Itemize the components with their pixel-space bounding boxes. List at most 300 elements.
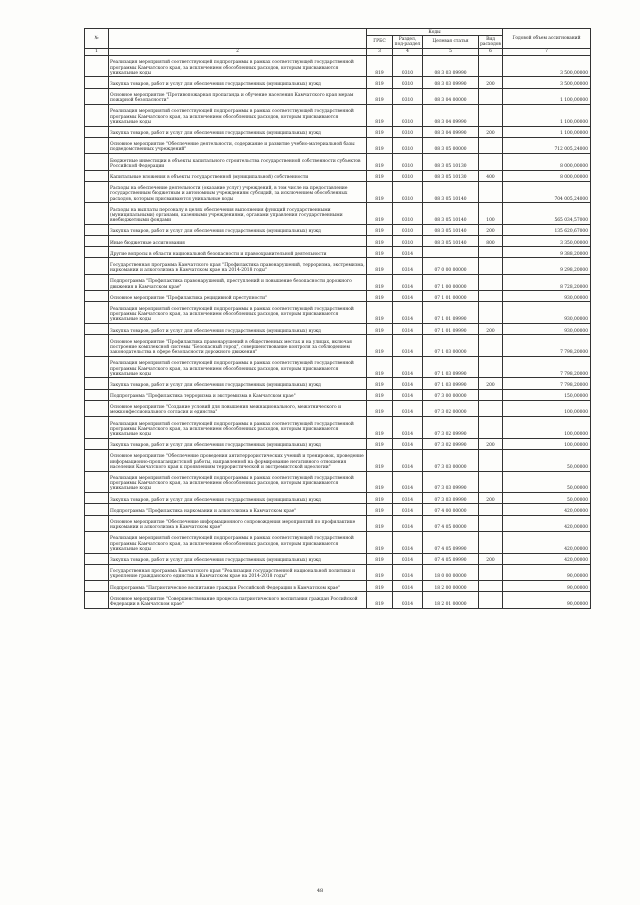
- row-razdel: 0314: [393, 335, 423, 357]
- table-row: [85, 581, 591, 592]
- row-number: [85, 449, 109, 471]
- row-grbs: 819: [367, 181, 393, 203]
- table-row: [85, 515, 591, 531]
- col-number: 1: [85, 48, 109, 55]
- row-target-article: 07 3 03 00000: [423, 449, 479, 471]
- row-amount: 7 798,20000: [503, 356, 591, 378]
- table-row: [85, 137, 591, 153]
- row-description: Подпрограмма "Патриотическое воспитание граждан Российской Федерации в Камчатском крае": [109, 581, 367, 592]
- row-target-article: 08 3 05 10140: [423, 224, 479, 235]
- row-number: [85, 389, 109, 400]
- row-expense-type: 200: [479, 324, 503, 335]
- table-header: [85, 29, 591, 56]
- row-target-article: 07 1 01 00000: [423, 291, 479, 302]
- row-description: Капитальные вложения в объекты государственной (муниципальной) собственности: [109, 170, 367, 181]
- row-expense-type: [479, 137, 503, 153]
- col-number: 3: [367, 48, 393, 55]
- row-razdel: 0314: [393, 592, 423, 608]
- row-description: Основное мероприятие "Обеспечение информационного сопровождения мероприятий по профилактике наркомании и алкоголизма в Камчатском крае": [109, 515, 367, 531]
- table-row: [85, 170, 591, 181]
- row-amount: 1 100,00000: [503, 88, 591, 104]
- row-expense-type: [479, 274, 503, 290]
- row-expense-type: [479, 449, 503, 471]
- row-expense-type: 200: [479, 126, 503, 137]
- row-grbs: 819: [367, 170, 393, 181]
- row-amount: 50,00000: [503, 449, 591, 471]
- table-row: [85, 564, 591, 580]
- row-razdel: 0314: [393, 493, 423, 504]
- row-amount: 930,00000: [503, 324, 591, 335]
- budget-table: [84, 28, 591, 609]
- row-number: [85, 88, 109, 104]
- row-expense-type: 200: [479, 378, 503, 389]
- row-expense-type: 400: [479, 170, 503, 181]
- row-number: [85, 438, 109, 449]
- row-grbs: 819: [367, 417, 393, 439]
- row-number: [85, 258, 109, 274]
- row-number: [85, 531, 109, 553]
- table-row: [85, 356, 591, 378]
- row-razdel: 0310: [393, 154, 423, 170]
- row-razdel: 0314: [393, 274, 423, 290]
- row-description: Закупка товаров, работ и услуг для обеспечения государственных (муниципальных) нужд: [109, 438, 367, 449]
- row-amount: 9 388,20000: [503, 247, 591, 258]
- row-razdel: 0310: [393, 170, 423, 181]
- row-expense-type: [479, 356, 503, 378]
- row-target-article: 07 4 05 09990: [423, 553, 479, 564]
- row-grbs: 819: [367, 438, 393, 449]
- row-expense-type: [479, 471, 503, 493]
- table-row: [85, 258, 591, 274]
- row-number: [85, 236, 109, 247]
- row-description: Закупка товаров, работ и услуг для обеспечения государственных (муниципальных) нужд: [109, 553, 367, 564]
- table-row: [85, 55, 591, 77]
- row-description: Бюджетные инвестиции в объекты капитального строительства государственной собственности субъектов Российской Федерации: [109, 154, 367, 170]
- row-razdel: 0314: [393, 449, 423, 471]
- row-razdel: 0314: [393, 291, 423, 302]
- row-amount: 100,00000: [503, 400, 591, 416]
- header-vr: Вид расходов: [480, 36, 501, 47]
- row-razdel: 0310: [393, 203, 423, 225]
- table-row: [85, 274, 591, 290]
- row-number: [85, 203, 109, 225]
- row-amount: 150,00000: [503, 389, 591, 400]
- row-target-article: 07 3 02 09990: [423, 417, 479, 439]
- table-row: [85, 438, 591, 449]
- row-target-article: 07 3 03 09990: [423, 493, 479, 504]
- row-amount: 100,00000: [503, 438, 591, 449]
- row-number: [85, 581, 109, 592]
- table-row: [85, 417, 591, 439]
- row-razdel: 0314: [393, 302, 423, 324]
- table-row: [85, 181, 591, 203]
- row-description: Основное мероприятие "Создание условий для повышения межнационального, межэтнического и межконфессионального согласия и единства": [109, 400, 367, 416]
- row-amount: 420,00000: [503, 531, 591, 553]
- table-body: [85, 55, 591, 608]
- row-amount: 420,00000: [503, 553, 591, 564]
- row-target-article: 08 3 03 09990: [423, 55, 479, 77]
- row-number: [85, 504, 109, 515]
- table-row: [85, 77, 591, 88]
- row-target-article: 08 3 05 10140: [423, 236, 479, 247]
- row-razdel: 0310: [393, 126, 423, 137]
- row-amount: 8 000,00000: [503, 170, 591, 181]
- row-amount: 7 798,20000: [503, 335, 591, 357]
- row-grbs: 819: [367, 504, 393, 515]
- table-row: [85, 203, 591, 225]
- row-razdel: 0314: [393, 400, 423, 416]
- row-amount: 90,00000: [503, 564, 591, 580]
- row-razdel: 0314: [393, 471, 423, 493]
- row-number: [85, 291, 109, 302]
- row-grbs: 819: [367, 449, 393, 471]
- row-target-article: [423, 247, 479, 258]
- row-razdel: 0314: [393, 564, 423, 580]
- row-grbs: 819: [367, 400, 393, 416]
- row-razdel: 0314: [393, 378, 423, 389]
- row-expense-type: [479, 302, 503, 324]
- row-amount: 1 100,00000: [503, 104, 591, 126]
- row-target-article: 08 3 05 10130: [423, 154, 479, 170]
- row-razdel: 0310: [393, 137, 423, 153]
- table-row: [85, 104, 591, 126]
- row-description: Закупка товаров, работ и услуг для обеспечения государственных (муниципальных) нужд: [109, 378, 367, 389]
- row-target-article: 07 3 02 09990: [423, 438, 479, 449]
- row-amount: 8 728,20000: [503, 274, 591, 290]
- row-grbs: 819: [367, 88, 393, 104]
- row-expense-type: 200: [479, 77, 503, 88]
- row-target-article: 08 3 05 10130: [423, 170, 479, 181]
- row-target-article: 08 3 04 09990: [423, 104, 479, 126]
- row-number: [85, 471, 109, 493]
- header-amount: Годовой объем ассигнований: [503, 29, 591, 49]
- row-description: Основное мероприятие "Обеспечение деятельности, содержание и развитие учебно-материальной базы подведомственных учреждений": [109, 137, 367, 153]
- col-number: 4: [393, 48, 423, 55]
- row-amount: 3 350,00000: [503, 236, 591, 247]
- row-description: Другие вопросы в области национальной безопасности и правоохранительной деятельности: [109, 247, 367, 258]
- row-description: Закупка товаров, работ и услуг для обеспечения государственных (муниципальных) нужд: [109, 77, 367, 88]
- row-number: [85, 378, 109, 389]
- row-razdel: 0314: [393, 531, 423, 553]
- row-expense-type: 800: [479, 236, 503, 247]
- row-amount: 7 798,20000: [503, 378, 591, 389]
- row-expense-type: [479, 581, 503, 592]
- row-number: [85, 553, 109, 564]
- row-amount: 565 034,57000: [503, 203, 591, 225]
- row-number: [85, 274, 109, 290]
- row-number: [85, 247, 109, 258]
- row-amount: 50,00000: [503, 471, 591, 493]
- header-description: [109, 29, 367, 49]
- row-number: [85, 104, 109, 126]
- row-target-article: 07 1 00 00000: [423, 274, 479, 290]
- table-row: [85, 378, 591, 389]
- row-description: Реализация мероприятий соответствующей подпрограммы в рамках соответствующей государственной программы Камчатского края, за исключением обособленных расходов, которым присваиваются уникальные коды: [109, 55, 367, 77]
- row-expense-type: [479, 400, 503, 416]
- row-number: [85, 181, 109, 203]
- row-grbs: 819: [367, 203, 393, 225]
- row-expense-type: [479, 504, 503, 515]
- row-description: Реализация мероприятий соответствующей подпрограммы в рамках соответствующей государственной программы Камчатского края, за исключением обособленных расходов, которым присваиваются уникальные коды: [109, 302, 367, 324]
- table-row: [85, 531, 591, 553]
- row-amount: 930,00000: [503, 302, 591, 324]
- header-csr: Целевая статья: [423, 36, 479, 48]
- row-number: [85, 515, 109, 531]
- row-amount: 712 005,24000: [503, 137, 591, 153]
- row-target-article: 07 3 02 00000: [423, 400, 479, 416]
- row-target-article: 08 3 04 09990: [423, 126, 479, 137]
- row-razdel: 0310: [393, 224, 423, 235]
- row-razdel: 0314: [393, 553, 423, 564]
- row-target-article: 08 3 04 00000: [423, 88, 479, 104]
- row-razdel: 0310: [393, 181, 423, 203]
- row-grbs: 819: [367, 236, 393, 247]
- row-description: Подпрограмма "Профилактика наркомании и алкоголизма в Камчатском крае": [109, 504, 367, 515]
- row-grbs: 819: [367, 378, 393, 389]
- row-grbs: 819: [367, 356, 393, 378]
- row-expense-type: 200: [479, 553, 503, 564]
- row-amount: 420,00000: [503, 504, 591, 515]
- row-description: Основное мероприятие "Обеспечение проведения антитеррористических учений и тренировок, проведение информационно-пропагандистской работы, направленной на формирование негативного отношения населения Камчатского края к проявлениям террористической и экстремистской идеологии": [109, 449, 367, 471]
- row-grbs: 819: [367, 592, 393, 608]
- header-grbs: ГРБС: [367, 36, 393, 48]
- row-description: Реализация мероприятий соответствующей подпрограммы в рамках соответствующей государственной программы Камчатского края, за исключением обособленных расходов, которым присваиваются уникальные коды: [109, 417, 367, 439]
- header-number: №: [85, 29, 109, 49]
- row-razdel: 0310: [393, 236, 423, 247]
- table-row: [85, 302, 591, 324]
- row-number: [85, 170, 109, 181]
- row-number: [85, 55, 109, 77]
- row-grbs: 819: [367, 104, 393, 126]
- row-number: [85, 126, 109, 137]
- row-expense-type: 200: [479, 493, 503, 504]
- row-number: [85, 302, 109, 324]
- page-number: 48: [316, 888, 324, 894]
- row-razdel: 0310: [393, 55, 423, 77]
- table-row: [85, 592, 591, 608]
- row-amount: 90,00000: [503, 581, 591, 592]
- table-row: [85, 471, 591, 493]
- row-razdel: 0314: [393, 324, 423, 335]
- row-razdel: 0310: [393, 104, 423, 126]
- row-grbs: 819: [367, 302, 393, 324]
- row-expense-type: [479, 592, 503, 608]
- row-amount: 704 005,24000: [503, 181, 591, 203]
- col-number: 5: [423, 48, 479, 55]
- row-expense-type: [479, 247, 503, 258]
- table-row: [85, 449, 591, 471]
- row-number: [85, 400, 109, 416]
- table-row: [85, 126, 591, 137]
- row-expense-type: [479, 417, 503, 439]
- row-amount: 100,00000: [503, 417, 591, 439]
- row-number: [85, 77, 109, 88]
- row-grbs: 819: [367, 126, 393, 137]
- row-expense-type: [479, 531, 503, 553]
- row-amount: 1 100,00000: [503, 126, 591, 137]
- table-row: [85, 224, 591, 235]
- row-grbs: 819: [367, 247, 393, 258]
- row-grbs: 819: [367, 335, 393, 357]
- row-expense-type: [479, 88, 503, 104]
- row-number: [85, 493, 109, 504]
- row-target-article: 07 3 00 00000: [423, 389, 479, 400]
- row-target-article: 18 0 00 00000: [423, 564, 479, 580]
- row-expense-type: [479, 258, 503, 274]
- row-description: Реализация мероприятий соответствующей подпрограммы в рамках соответствующей государственной программы Камчатского края, за исключением обособленных расходов, которым присваиваются уникальные коды: [109, 356, 367, 378]
- row-target-article: 07 1 01 09990: [423, 324, 479, 335]
- row-description: Государственная программа Камчатского края "Реализация государственной национальной политики и укрепление гражданского единства в Камчатском крае на 2014-2018 годы": [109, 564, 367, 580]
- table-row: [85, 504, 591, 515]
- row-grbs: 819: [367, 471, 393, 493]
- row-grbs: 819: [367, 224, 393, 235]
- row-description: Закупка товаров, работ и услуг для обеспечения государственных (муниципальных) нужд: [109, 324, 367, 335]
- table-row: [85, 335, 591, 357]
- row-razdel: 0314: [393, 356, 423, 378]
- row-description: Иные бюджетные ассигнования: [109, 236, 367, 247]
- row-description: Реализация мероприятий соответствующей подпрограммы в рамках соответствующей государственной программы Камчатского края, за исключением обособленных расходов, которым присваиваются уникальные коды: [109, 471, 367, 493]
- row-number: [85, 417, 109, 439]
- row-description: Основное мероприятие "Противопожарная пропаганда и обучение населения Камчатского края мерам пожарной безопасности": [109, 88, 367, 104]
- row-grbs: 819: [367, 291, 393, 302]
- row-number: [85, 324, 109, 335]
- row-grbs: 819: [367, 493, 393, 504]
- row-grbs: 819: [367, 274, 393, 290]
- col-number: 7: [503, 48, 591, 55]
- col-number: 2: [109, 48, 367, 55]
- row-grbs: 819: [367, 581, 393, 592]
- row-description: Подпрограмма "Профилактика терроризма и экстремизма в Камчатском крае": [109, 389, 367, 400]
- row-number: [85, 564, 109, 580]
- table-row: [85, 493, 591, 504]
- row-expense-type: [479, 389, 503, 400]
- row-amount: 8 000,00000: [503, 154, 591, 170]
- row-target-article: 07 4 05 00000: [423, 515, 479, 531]
- table-row: [85, 389, 591, 400]
- row-expense-type: [479, 181, 503, 203]
- row-expense-type: 100: [479, 203, 503, 225]
- row-grbs: 819: [367, 553, 393, 564]
- row-grbs: 819: [367, 258, 393, 274]
- row-target-article: 18 2 00 00000: [423, 581, 479, 592]
- row-target-article: 08 3 03 09990: [423, 77, 479, 88]
- row-number: [85, 356, 109, 378]
- row-description: Основное мероприятие "Совершенствование процесса патриотического воспитания граждан Российской Федерации в Камчатском крае": [109, 592, 367, 608]
- row-amount: 50,00000: [503, 493, 591, 504]
- row-razdel: 0314: [393, 389, 423, 400]
- row-razdel: 0314: [393, 438, 423, 449]
- row-target-article: 07 1 03 09990: [423, 378, 479, 389]
- row-expense-type: [479, 335, 503, 357]
- row-target-article: 07 0 00 00000: [423, 258, 479, 274]
- row-razdel: 0314: [393, 247, 423, 258]
- row-number: [85, 154, 109, 170]
- row-target-article: 18 2 01 00000: [423, 592, 479, 608]
- row-expense-type: [479, 104, 503, 126]
- col-number: 6: [479, 48, 503, 55]
- table-row: [85, 88, 591, 104]
- row-target-article: 07 3 03 09990: [423, 471, 479, 493]
- row-expense-type: [479, 564, 503, 580]
- row-grbs: 819: [367, 515, 393, 531]
- table-row: [85, 236, 591, 247]
- row-target-article: 08 3 05 10140: [423, 181, 479, 203]
- column-number-row: [85, 48, 591, 55]
- row-target-article: 08 3 05 10140: [423, 203, 479, 225]
- row-amount: 9 298,20000: [503, 258, 591, 274]
- row-expense-type: [479, 154, 503, 170]
- table-row: [85, 154, 591, 170]
- row-grbs: 819: [367, 389, 393, 400]
- row-target-article: 07 4 00 00000: [423, 504, 479, 515]
- row-grbs: 819: [367, 531, 393, 553]
- row-razdel: 0310: [393, 88, 423, 104]
- row-target-article: 07 1 01 09990: [423, 302, 479, 324]
- row-razdel: 0314: [393, 417, 423, 439]
- row-razdel: 0314: [393, 504, 423, 515]
- row-amount: 420,00000: [503, 515, 591, 531]
- row-razdel: 0314: [393, 258, 423, 274]
- row-amount: 3 500,00000: [503, 77, 591, 88]
- table-row: [85, 291, 591, 302]
- row-target-article: 08 3 05 00000: [423, 137, 479, 153]
- row-grbs: 819: [367, 564, 393, 580]
- row-expense-type: [479, 55, 503, 77]
- row-expense-type: 200: [479, 438, 503, 449]
- row-grbs: 819: [367, 55, 393, 77]
- table-row: [85, 324, 591, 335]
- row-number: [85, 137, 109, 153]
- row-description: Реализация мероприятий соответствующей подпрограммы в рамках соответствующей государственной программы Камчатского края, за исключением обособленных расходов, которым присваиваются уникальные коды: [109, 531, 367, 553]
- row-number: [85, 335, 109, 357]
- row-description: Закупка товаров, работ и услуг для обеспечения государственных (муниципальных) нужд: [109, 224, 367, 235]
- row-expense-type: [479, 291, 503, 302]
- row-number: [85, 224, 109, 235]
- row-amount: 135 620,67000: [503, 224, 591, 235]
- header-codes: Коды: [367, 29, 503, 36]
- row-target-article: 07 1 03 00000: [423, 335, 479, 357]
- row-amount: 930,00000: [503, 291, 591, 302]
- row-target-article: 07 1 03 09990: [423, 356, 479, 378]
- row-razdel: 0310: [393, 77, 423, 88]
- row-number: [85, 592, 109, 608]
- row-description: Закупка товаров, работ и услуг для обеспечения государственных (муниципальных) нужд: [109, 493, 367, 504]
- row-razdel: 0314: [393, 581, 423, 592]
- row-expense-type: [479, 515, 503, 531]
- row-grbs: 819: [367, 137, 393, 153]
- row-grbs: 819: [367, 154, 393, 170]
- header-razdel: Раздел, под-раздел: [393, 36, 423, 48]
- table-row: [85, 247, 591, 258]
- row-description: Реализация мероприятий соответствующей подпрограммы в рамках соответствующей государственной программы Камчатского края, за исключением обособленных расходов, которым присваиваются уникальные коды: [109, 104, 367, 126]
- row-grbs: 819: [367, 324, 393, 335]
- table-row: [85, 553, 591, 564]
- row-description: Расходы на выплаты персоналу в целях обеспечения выполнения функций государственными (муниципальными) органами, казенными учреждениями, органами управления государственными внебюджетными фондами: [109, 203, 367, 225]
- row-target-article: 07 4 05 09990: [423, 531, 479, 553]
- row-description: Расходы на обеспечение деятельности (оказание услуг) учреждений, в том числе на предоставление государственным бюджетным и автономным учреждениям субсидий, за исключением обособленных расходов, которым присваиваются уникальные коды: [109, 181, 367, 203]
- row-description: Основное мероприятие "Профилактика рецидивной преступности": [109, 291, 367, 302]
- row-description: Основное мероприятие "Профилактика правонарушений в общественных местах и на улицах, включая построение комплексной системы "Безопасный город", совершенствование контроля за соблюдением законодательства в сфере безопасности дорожного движения": [109, 335, 367, 357]
- row-razdel: 0314: [393, 515, 423, 531]
- row-description: Государственная программа Камчатского края "Профилактика правонарушений, терроризма, экстремизма, наркомании и алкоголизма в Камчатском крае на 2014-2018 годы": [109, 258, 367, 274]
- row-grbs: 819: [367, 77, 393, 88]
- row-amount: 3 500,00000: [503, 55, 591, 77]
- table-row: [85, 400, 591, 416]
- row-description: Закупка товаров, работ и услуг для обеспечения государственных (муниципальных) нужд: [109, 126, 367, 137]
- row-amount: 90,00000: [503, 592, 591, 608]
- row-expense-type: 200: [479, 224, 503, 235]
- row-description: Подпрограмма "Профилактика правонарушений, преступлений и повышение безопасности дорожного движения в Камчатском крае": [109, 274, 367, 290]
